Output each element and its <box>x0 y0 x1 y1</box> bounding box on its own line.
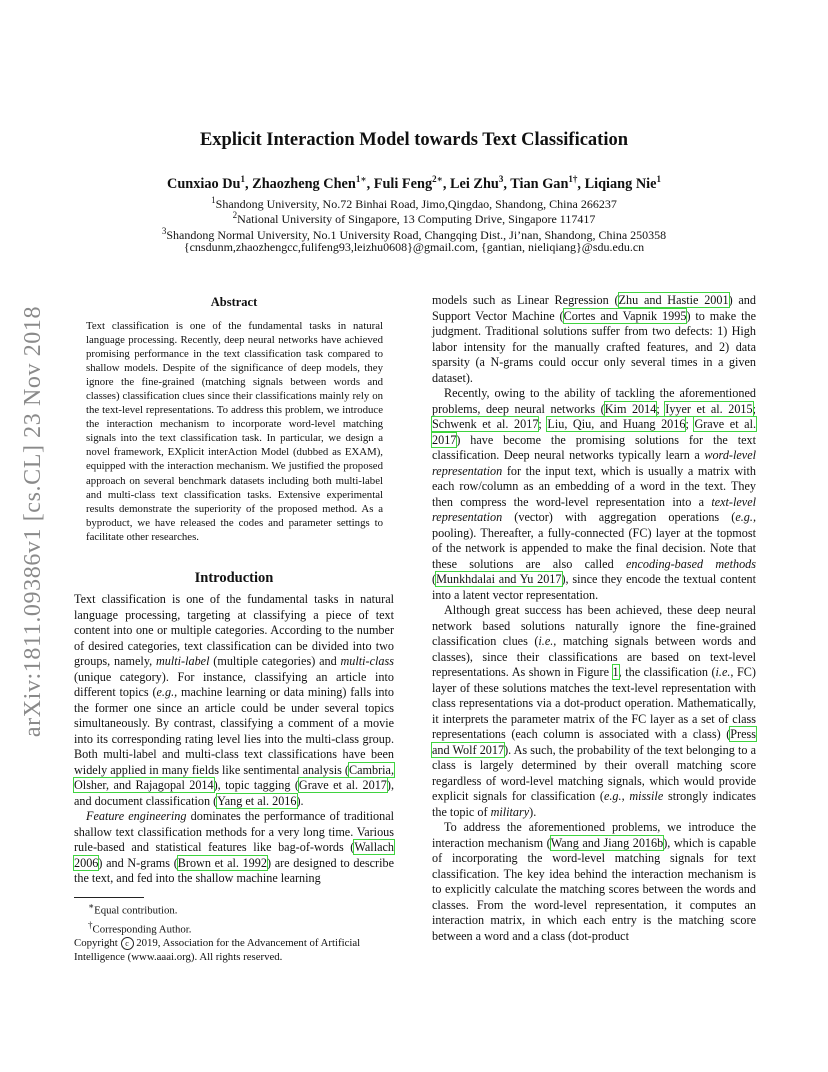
footnote-text: Corresponding Author. <box>92 923 192 936</box>
abstract-heading: Abstract <box>210 295 258 309</box>
footnote-equal-contribution <box>74 899 404 918</box>
author-sup: 1 <box>656 174 661 184</box>
copyright-text: Copyright <box>74 937 121 950</box>
author-sup: 1 <box>240 174 246 184</box>
text-run: ), topic tagging ( <box>213 778 299 792</box>
author-name: Lei Zhu <box>450 175 499 192</box>
paper-title: Explicit Interaction Model towards Text Classification <box>199 130 629 150</box>
text-run: FC) layer of these solutions matches the text-level representation with class representations via a dot-product operation. Mathematically, it interprets the parameter matrix of the FC layer as a set of class representations (each column is associated with a class) ( <box>432 665 756 741</box>
emphasis: e.g., <box>156 685 178 699</box>
citation-link[interactable]: Iyyer et al. 2015 <box>665 401 753 416</box>
arxiv-identifier: arXiv:1811.09386v1 [cs.CL] 23 Nov 2018 <box>20 305 47 737</box>
emphasis: e.g., <box>735 510 756 524</box>
affiliation-text: National University of Singapore, 13 Computing Drive, Singapore 117417 <box>237 212 596 226</box>
emphasis: encoding-based methods <box>625 556 756 571</box>
left-column-body <box>74 592 394 887</box>
text-run: ; <box>685 417 695 431</box>
citation-link[interactable]: Schwenk et al. 2017 <box>432 417 539 431</box>
right-paragraph-1 <box>432 293 756 386</box>
affiliation-sup: 1 <box>211 195 216 205</box>
footnote-mark: † <box>88 919 93 930</box>
footnotes <box>74 899 404 964</box>
affiliation-text: Shandong University, No.72 Binhai Road, Jimo,Qingdao, Shandong, China 266237 <box>215 197 617 211</box>
author-sup: 3 <box>498 174 504 184</box>
text-run: for the input text, which is usually a matrix with each row/column as an embedding of a word in the text. They then compress the word-level representation into a <box>432 463 756 509</box>
author-sup: 2∗ <box>432 174 443 184</box>
emphasis: multi-class <box>340 654 394 668</box>
citation-link[interactable]: Grave et al. 2017 <box>298 778 387 792</box>
citation-link[interactable]: Liu, Qiu, and Huang 2016 <box>547 417 686 431</box>
emphasis: word-level representation <box>432 448 756 478</box>
text-run: Recently, owing to the ability of tackling the aforementioned problems, deep neural networks ( <box>432 386 756 416</box>
footnote-text: Equal contribution. <box>94 904 178 917</box>
emphasis: Feature engineering <box>86 809 187 823</box>
author-sup: 1∗ <box>355 174 367 184</box>
text-run: To address the aforementioned problems, we introduce the interaction mechanism ( <box>432 820 756 850</box>
author-name: Fuli Feng <box>373 175 433 192</box>
emphasis: e.g., <box>603 789 625 803</box>
citation-link[interactable]: Wang and Jiang 2016b <box>550 835 664 850</box>
figure-link[interactable]: 1 <box>612 665 619 679</box>
text-run: ), which is capable of incorporating the word-level matching signals for text classification. The key idea behind the interaction mechanism is to explicitly calculate the matching scores between the words and classes. From the word-level representation, it computes an interaction matrix, in which each entry is the matching score between a word and a class (dot-product <box>432 835 756 943</box>
text-run: machine learning or data mining) falls into the former one since an article could be under several topics simultaneously. By contrast, classifying a comment of a movie into its corresponding rating level lies into the multi-class group. Both multi-label and multi-class text classifications have been widely applied in many fields like sentimental analysis ( <box>74 685 394 777</box>
citation-link[interactable]: Press and Wolf 2017 <box>432 727 756 757</box>
copyright-notice <box>74 936 404 964</box>
text-run: ; <box>656 401 666 416</box>
right-column-body <box>432 293 756 944</box>
text-run: ) and N-grams ( <box>98 855 178 870</box>
citation-link[interactable]: Cortes and Vapnik 1995 <box>563 308 687 323</box>
abstract-text: Text classification is one of the fundamental tasks in natural language processing. Recently, deep neural networks have achieved promising performance in the text classification task compared to shallow models. Despite of the significance of deep models, they ignore the fine-grained (matching signals between words and classes) classification clues since their classifications mainly rely on the text-level representations. To address this problem, we introduce the interaction mechanism to incorporate word-level matching signals into the text classification task. In particular, we design a novel framework, EXplicit interAction Model (dubbed as EXAM), equipped with the interaction mechanism. We justified the proposed approach on several benchmark datasets including both multi-label and multi-class text classification tasks. Extensive experimental results demonstrate the superiority of the proposed method. As a byproduct, we have released the codes and parameter settings to facilitate other researches. <box>86 320 383 543</box>
text-run: (multiple categories) and <box>209 654 341 668</box>
affiliation-sup: 3 <box>161 226 167 236</box>
right-paragraph-3 <box>432 603 756 820</box>
footnote-mark: ∗ <box>88 901 95 911</box>
emphasis: text-level representation <box>432 494 756 524</box>
copyright-text: 2019, Association for the Advancement of Artificial Intelligence (www.aaai.org). All rights reserved. <box>74 937 361 964</box>
text-run: ) are designed to describe the text, and fed into the shallow machine learning <box>74 855 394 885</box>
author-sup: 1† <box>568 174 578 184</box>
text-run: ). <box>529 804 537 819</box>
intro-paragraph-1 <box>74 592 394 809</box>
intro-paragraph-2 <box>74 809 394 887</box>
text-run: Although great success has been achieved, these deep neural network based solutions naturally ignore the fine-grained classification clues ( <box>432 603 756 648</box>
right-paragraph-2 <box>432 386 756 603</box>
citation-link[interactable]: Kim 2014 <box>604 401 657 416</box>
footnote-rule <box>74 897 144 898</box>
text-run: ) to make the judgment. Traditional solutions suffer from two defects: 1) High labor intensity for the manually crafted features, and 2) data sparsity (a N-grams could occur only several times in a given dataset). <box>432 308 756 385</box>
affiliation-sup: 2 <box>232 210 238 220</box>
text-run: (vector) with aggregation operations ( <box>502 510 736 524</box>
text-run: ). As such, the probability of the text belonging to a class is largely determined by their overall matching score regardless of word-level matching signals, which would provide explicit signals for classification ( <box>432 742 756 803</box>
emphasis: i.e., <box>715 665 734 679</box>
emphasis: i.e., <box>538 634 557 648</box>
emphasis: military <box>490 804 530 819</box>
text-run: ). <box>296 793 304 808</box>
text-run: ) and Support Vector Machine ( <box>432 293 756 323</box>
text-run: ) have become the promising solutions for the text classification. Deep neural networks typically learn a <box>432 432 756 462</box>
affiliation-text: Shandong Normal University, No.1 University Road, Changqing Dist., Ji’nan, Shandong, China 250358 <box>166 228 667 242</box>
text-run: ), and document classification ( <box>74 778 394 808</box>
citation-link[interactable]: Brown et al. 1992 <box>177 855 267 870</box>
text-run: models such as Linear Regression ( <box>432 293 619 307</box>
text-run: Text classification is one of the fundamental tasks in natural language processing, targeting at classifying a piece of text content into one or multiple categories. According to the number of desired categories, text classification can be divided into two groups, namely, <box>74 592 394 668</box>
text-run: strongly indicates the topic of <box>432 789 756 819</box>
author-name: Tian Gan <box>510 175 569 192</box>
footnote-corresponding-author <box>74 918 404 937</box>
citation-link[interactable]: Cambria, Olsher, and Rajagopal 2014 <box>74 762 394 792</box>
citation-link[interactable]: Zhu and Hastie 2001 <box>618 293 729 307</box>
text-run: ( <box>432 572 437 586</box>
introduction-heading: Introduction <box>194 570 274 586</box>
text-run: ; <box>538 417 548 431</box>
author-name: Liqiang Nie <box>584 175 657 192</box>
citation-link[interactable]: Grave et al. 2017 <box>432 417 756 447</box>
citation-link[interactable]: Wallach 2006 <box>74 840 394 870</box>
author-name: Cunxiao Du <box>167 175 241 192</box>
citation-link[interactable]: Munkhdalai and Yu 2017 <box>436 572 562 586</box>
text-run: matching signals between words and classes), since their classifications are based on text-level representations. As shown in Figure <box>432 634 756 679</box>
text-run: , the classification ( <box>618 665 716 679</box>
emphasis: multi-label <box>156 654 210 668</box>
arxiv-identifier-margin <box>6 282 62 760</box>
text-run: dominates the performance of traditional shallow text classification methods for a very long time. Various rule-based and statistical features like bag-of-words ( <box>74 809 394 854</box>
text-run: pooling). Thereafter, a fully-connected (FC) layer at the topmost of the network is appended to make the final decision. Note that these solutions are also called <box>432 525 756 571</box>
emphasis: missile <box>629 789 664 803</box>
author-list: Cunxiao Du$^1$, Zhaozheng Chen$^{1∗}$, Fuli Feng$^{2∗}$, Lei Zhu$^3$, Tian Gan$^{1\dagger}$, Liqiang Nie$^1$ <box>167 174 661 192</box>
citation-link[interactable]: Yang et al. 2016 <box>217 793 297 808</box>
right-paragraph-4 <box>432 820 756 944</box>
copyright-icon: c <box>121 937 134 950</box>
text-run: (unique category). For instance, classifying an article into different topics ( <box>74 669 394 699</box>
author-emails: {cnsdunm,zhaozhengcc,fulifeng93,leizhu0608}@gmail.com, {gantian, nieliqiang}@sdu.edu.cn <box>183 240 645 254</box>
text-run: ), since they encode the textual content into a latent vector representation. <box>432 572 756 602</box>
author-name: Zhaozheng Chen <box>252 175 356 192</box>
text-run: ; <box>752 401 757 416</box>
